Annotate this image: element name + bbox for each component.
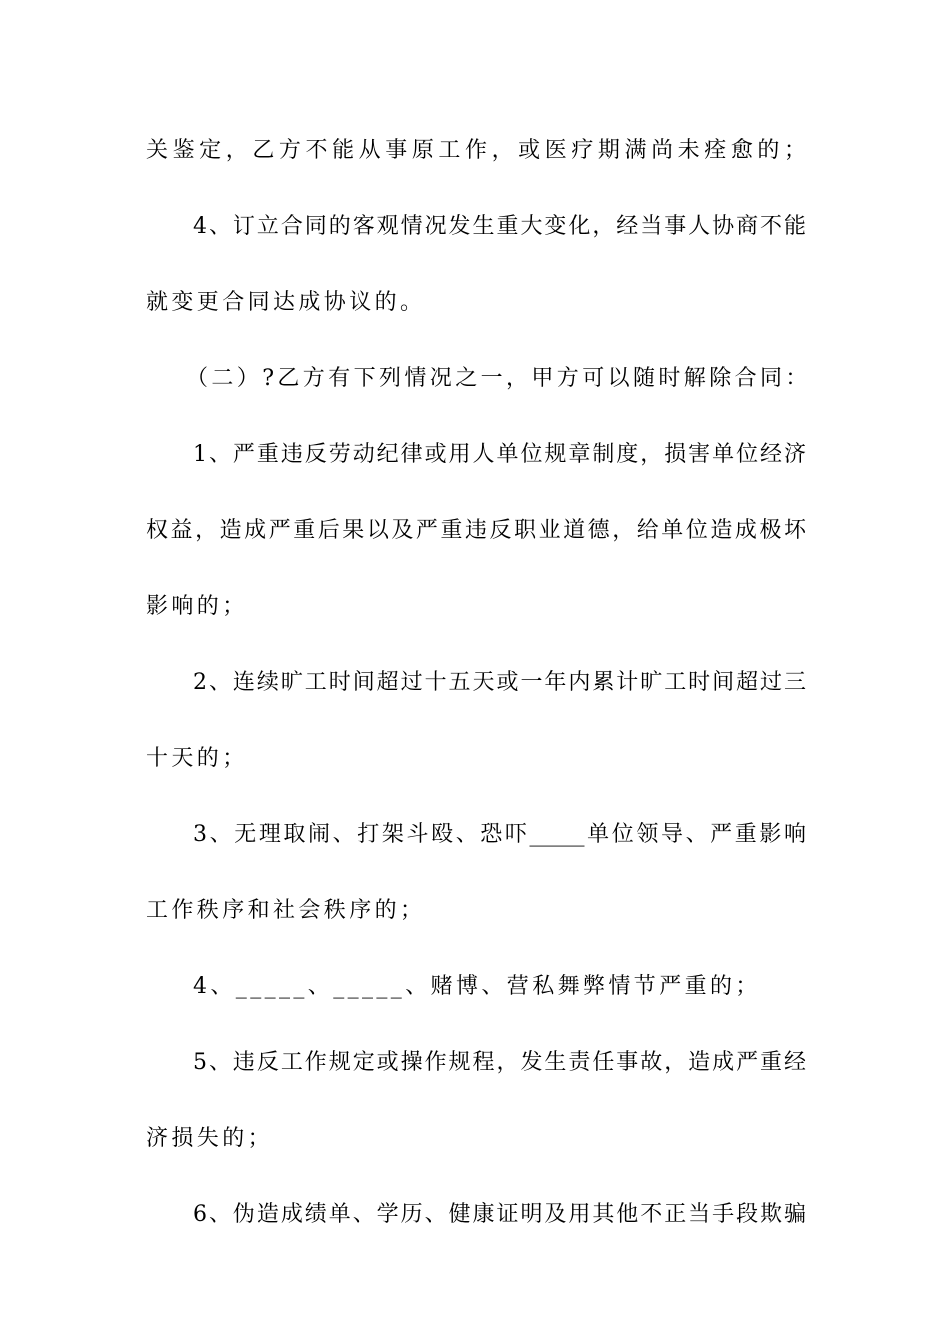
text-line: 关鉴定，乙方不能从事原工作，或医疗期满尚未痊愈的； (146, 138, 806, 163)
text-line: 3、无理取闹、打架斗殴、恐吓_____单位领导、严重影响 (193, 822, 806, 847)
section-heading: （二）?乙方有下列情况之一，甲方可以随时解除合同： (186, 366, 811, 391)
text-line: 工作秩序和社会秩序的； (146, 898, 426, 923)
text-line: 权益，造成严重后果以及严重违反职业道德，给单位造成极坏 (146, 518, 806, 543)
text-line: 1、严重违反劳动纪律或用人单位规章制度，损害单位经济 (193, 442, 806, 467)
text-line: 5、违反工作规定或操作规程，发生责任事故，造成严重经 (193, 1050, 806, 1075)
text-line: 济损失的； (146, 1126, 274, 1151)
text-line: 就变更合同达成协议的。 (146, 290, 426, 315)
text-line: 影响的； (146, 594, 248, 619)
text-line: 十天的； (146, 746, 248, 771)
text-line: 4、订立合同的客观情况发生重大变化，经当事人协商不能 (193, 214, 806, 239)
text-line: 4、_____、_____、赌博、营私舞弊情节严重的； (193, 974, 761, 999)
text-line: 2、连续旷工时间超过十五天或一年内累计旷工时间超过三 (193, 670, 806, 695)
text-line: 6、伪造成绩单、学历、健康证明及用其他不正当手段欺骗 (193, 1202, 806, 1227)
